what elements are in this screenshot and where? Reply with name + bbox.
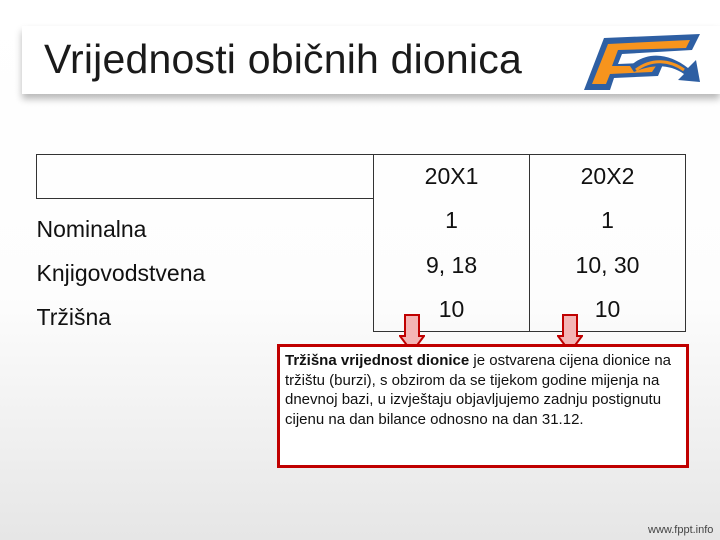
table-row	[37, 287, 686, 332]
table-row	[37, 243, 686, 287]
row-label-cell	[37, 199, 374, 244]
row-label: Knjigovodstvena	[36, 259, 206, 286]
watermark: www.fppt.info	[648, 524, 714, 536]
table-row	[37, 199, 686, 244]
table-cell: 1	[530, 199, 686, 244]
column-header-20x1: 20X1	[374, 155, 530, 199]
table-cell: 10, 30	[530, 243, 686, 287]
note-bold-text: Tržišna vrijednost dionice	[285, 352, 470, 369]
column-header-20x2: 20X2	[530, 155, 686, 199]
row-label-cell	[37, 243, 374, 287]
table-cell: 9, 18	[374, 243, 530, 287]
note-text: je ostvarena cijena dionice na tržištu (burzi), s obzirom da se tijekom godine mijenja na dnevnoj bazi, u izvještaju objavljujemo zadnju postignutu cijenu na dan bilance odnosno na dan 31.12.	[285, 352, 672, 428]
table-cell: 10	[530, 287, 686, 332]
values-table	[36, 154, 686, 332]
row-label: Tržišna	[36, 303, 112, 330]
slide-title: Vrijednosti običnih dionica	[44, 36, 522, 82]
table-cell: 10	[374, 287, 530, 332]
row-label-cell	[37, 287, 374, 332]
explanation-note	[277, 344, 689, 468]
table-header-row	[37, 155, 686, 199]
table-cell: 1	[374, 199, 530, 244]
table-corner-cell	[37, 155, 374, 199]
logo-icon	[572, 24, 712, 94]
row-label: Nominalna	[36, 215, 147, 242]
